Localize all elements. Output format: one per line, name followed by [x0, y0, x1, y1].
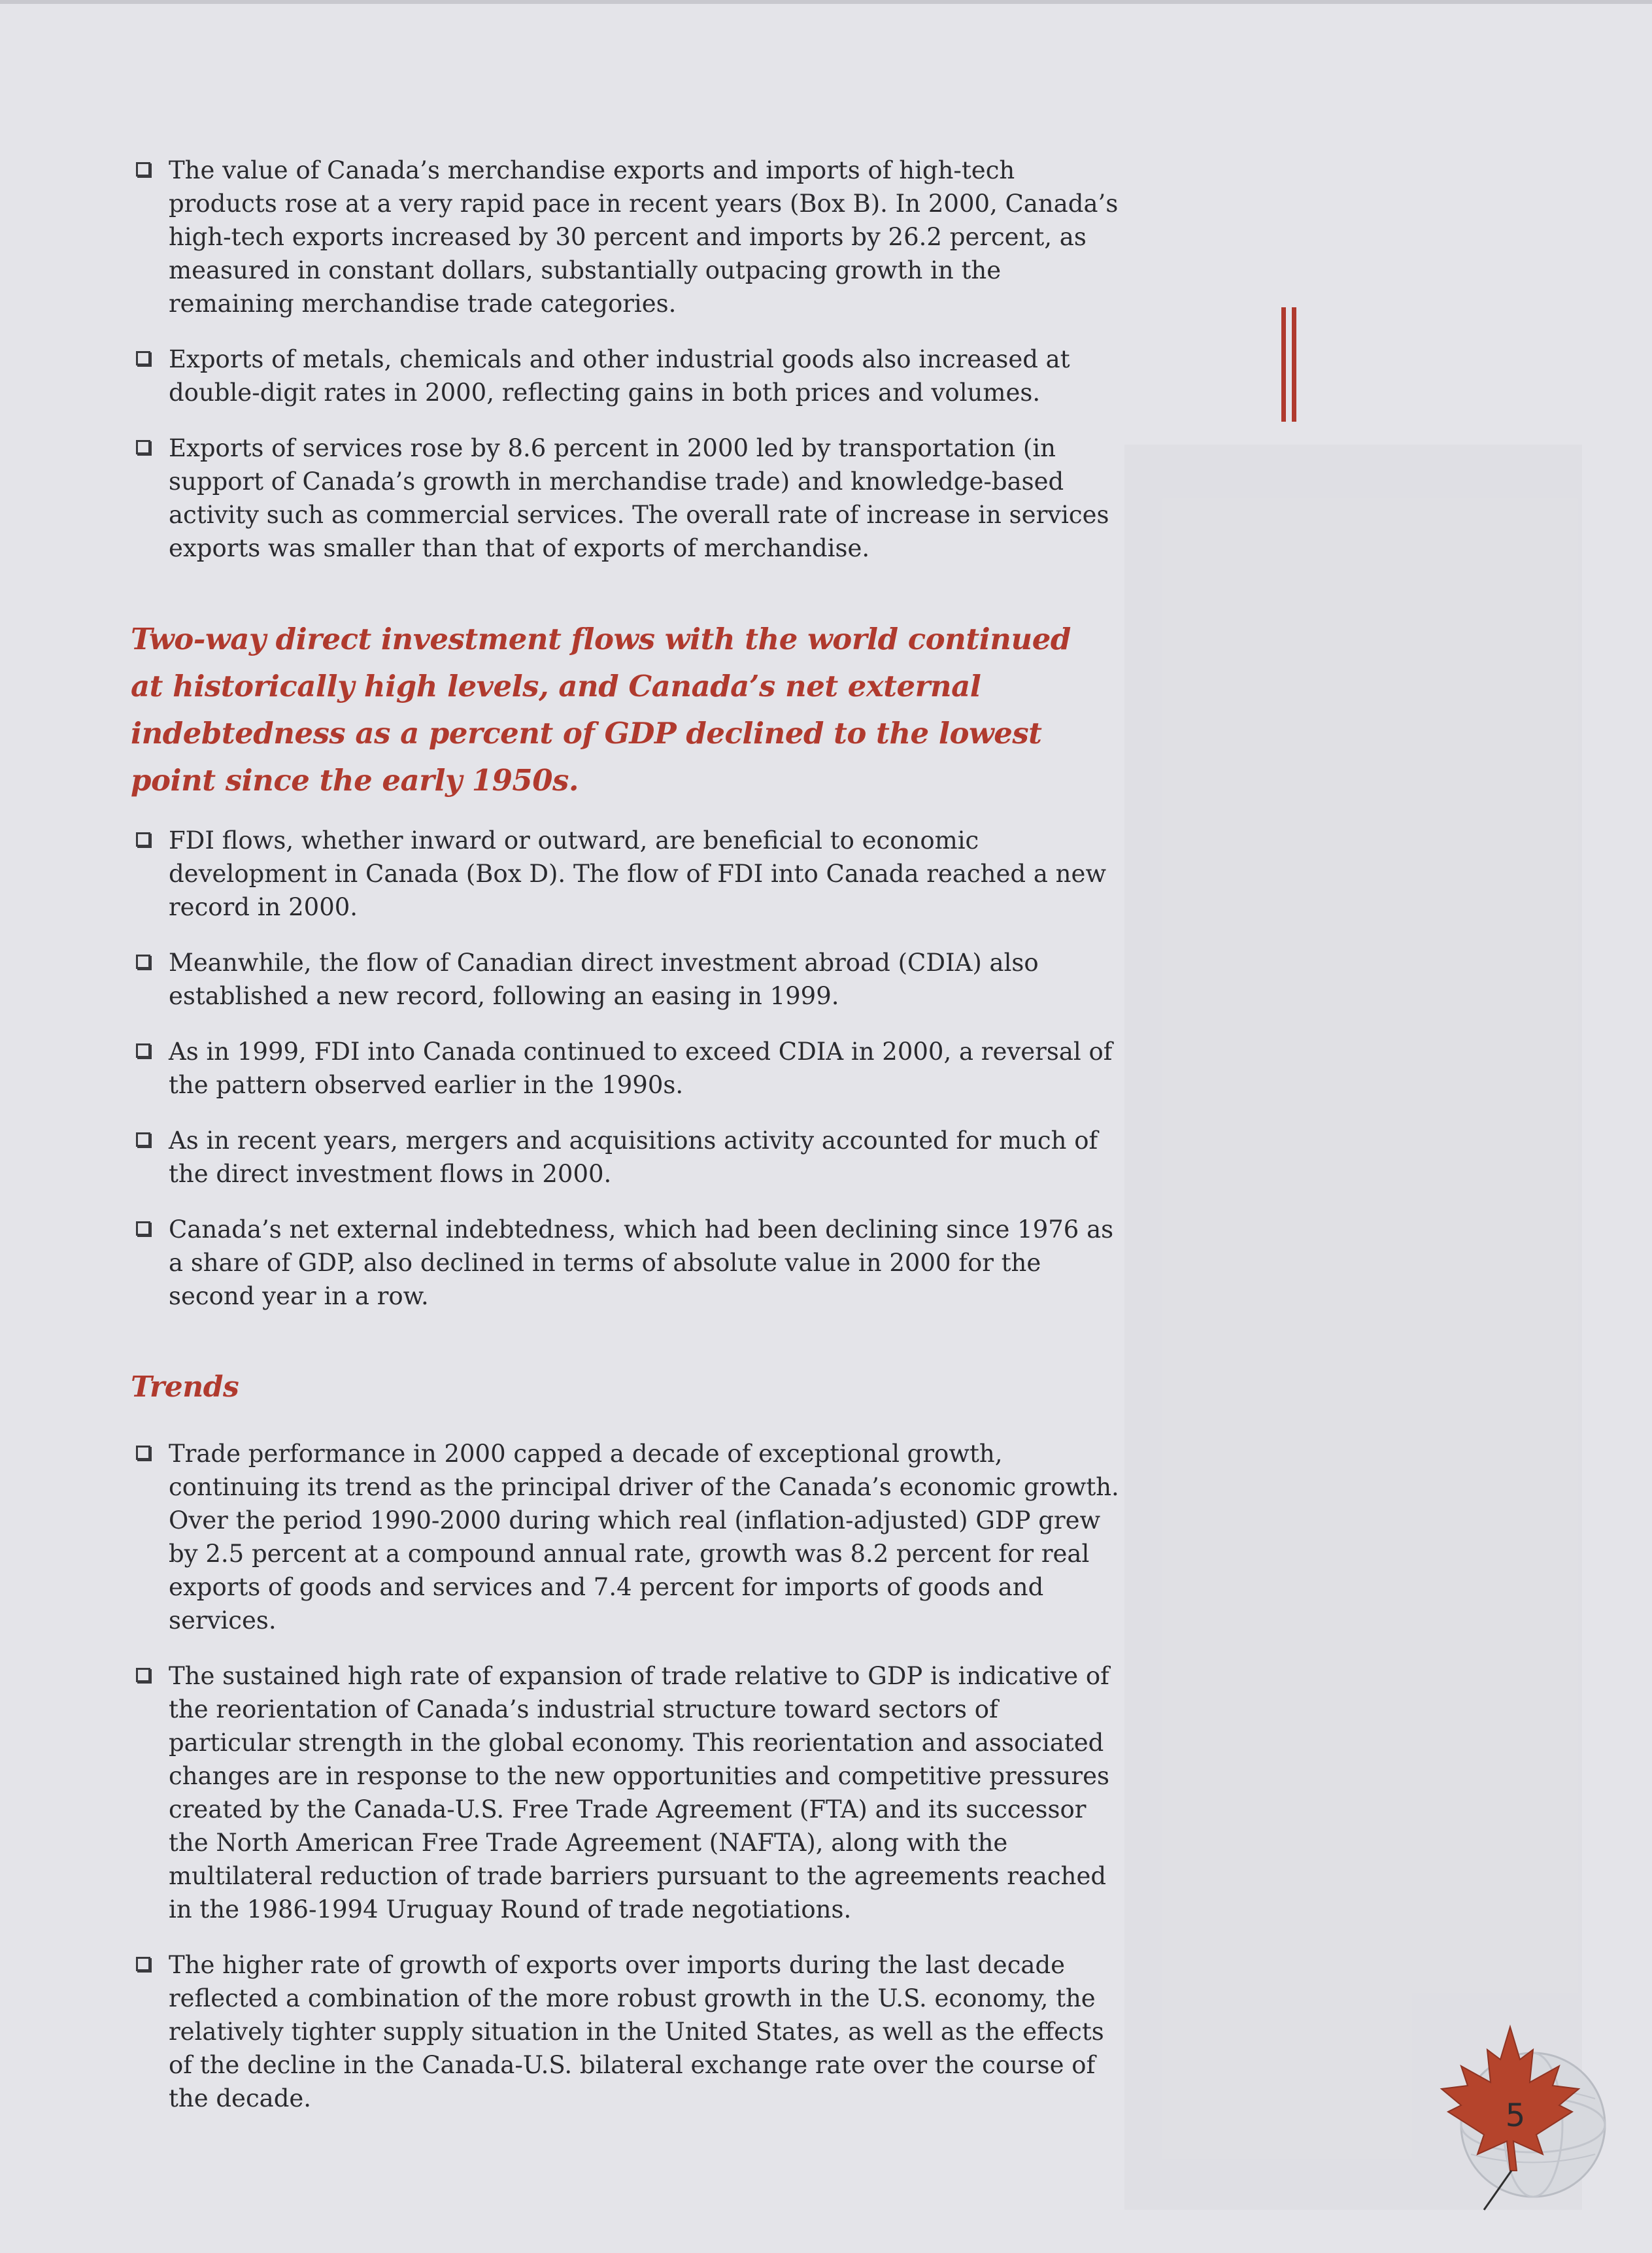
- list-item: [131, 824, 1124, 924]
- bullet-text: Canada’s net external indebtedness, which had been declining since 1976 as a share of GDP, also declined in terms of absolute value in 2000 for the second year in a row.: [169, 1215, 1114, 1310]
- bullet-text: Exports of metals, chemicals and other industrial goods also increased at double-digit rates in 2000, reflecting gains in both prices and volumes.: [169, 345, 1070, 407]
- bullet-text: The sustained high rate of expansion of trade relative to GDP is indicative of the reorientation of Canada’s industrial structure toward sectors of particular strength in the global economy. This reorientation and associated changes are in response to the new opportunities and competitive pressures created by the Canada-U.S. Free Trade Agreement (FTA) and its successor the North American Free Trade Agreement (NAFTA), along with the multilateral reduction of trade barriers pursuant to the agreements reached in the 1986-1994 Uruguay Round of trade negotiations.: [169, 1662, 1109, 1923]
- show-through-shade: [1124, 445, 1582, 2210]
- checkbox-square-icon: [136, 1668, 150, 1682]
- section-heading-investment: Two-way direct investment flows with the world continued at historically high levels, and Canada’s net external indebtedness as a percent of GDP declined to the lowest point since the early 1950s.: [131, 622, 1071, 798]
- checkbox-square-icon: [136, 1221, 150, 1236]
- bullet-list-trends: [131, 1437, 1124, 2115]
- section-heading-trends: Trends: [131, 1370, 239, 1404]
- bullet-text: Exports of services rose by 8.6 percent in 2000 led by transportation (in support of Canada’s growth in merchandise trade) and knowledge-based activity such as commercial services. The overall rate of increase in services exports was smaller than that of exports of merchandise.: [169, 434, 1109, 562]
- checkbox-square-icon: [136, 1446, 150, 1460]
- checkbox-square-icon: [136, 351, 150, 365]
- list-item: [131, 432, 1124, 565]
- bullet-text: As in 1999, FDI into Canada continued to exceed CDIA in 2000, a reversal of the pattern observed earlier in the 1990s.: [169, 1038, 1113, 1099]
- page-body: [131, 154, 1124, 2137]
- bullet-text: The higher rate of growth of exports over imports during the last decade reflected a combination of the more robust growth in the U.S. economy, the relatively tighter supply situation in the United States, as well as the effects of the decline in the Canada-U.S. bilateral exchange rate over the course of the decade.: [169, 1951, 1104, 2112]
- bullet-list-trade: [131, 154, 1124, 565]
- list-item: [131, 1437, 1124, 1637]
- bullet-text: Meanwhile, the flow of Canadian direct investment abroad (CDIA) also established a new record, following an easing in 1999.: [169, 949, 1039, 1010]
- bullet-text: FDI flows, whether inward or outward, are beneficial to economic development in Canada (Box D). The flow of FDI into Canada reached a new record in 2000.: [169, 826, 1107, 921]
- list-item: [131, 946, 1124, 1013]
- checkbox-square-icon: [136, 1043, 150, 1058]
- list-item: [131, 1035, 1124, 1102]
- checkbox-square-icon: [136, 1957, 150, 1971]
- list-item: [131, 1213, 1124, 1313]
- checkbox-square-icon: [136, 955, 150, 969]
- section-trends: [131, 1364, 1124, 2115]
- section-direct-investment: [131, 616, 1124, 1313]
- list-item: [131, 1659, 1124, 1926]
- margin-bar-right: [1292, 307, 1296, 422]
- list-item: [131, 1124, 1124, 1191]
- bullet-text: As in recent years, mergers and acquisitions activity accounted for much of the direct investment flows in 2000.: [169, 1126, 1098, 1188]
- checkbox-square-icon: [136, 1132, 150, 1147]
- list-item: [131, 154, 1124, 320]
- margin-bar-left: [1281, 307, 1286, 422]
- list-item: [131, 1948, 1124, 2115]
- list-item: [131, 343, 1124, 409]
- checkbox-square-icon: [136, 440, 150, 454]
- checkbox-square-icon: [136, 832, 150, 847]
- page-number: 5: [1505, 2097, 1526, 2134]
- bullet-text: Trade performance in 2000 capped a decade of exceptional growth, continuing its trend as the principal driver of the Canada’s economic growth. Over the period 1990-2000 during which real (inflation-adjusted) GDP grew by 2.5 percent at a compound annual rate, growth was 8.2 percent for real exports of goods and services and 7.4 percent for imports of goods and services.: [169, 1440, 1119, 1635]
- page-top-edge: [0, 0, 1652, 4]
- bullet-text: The value of Canada’s merchandise exports and imports of high-tech products rose at a very rapid pace in recent years (Box B). In 2000, Canada’s high-tech exports increased by 30 percent and imports by 26.2 percent, as measured in constant dollars, substantially outpacing growth in the remaining merchandise trade categories.: [169, 156, 1119, 318]
- checkbox-square-icon: [136, 162, 150, 177]
- bullet-list-investment: [131, 824, 1124, 1313]
- section-trade-highlights: [131, 154, 1124, 565]
